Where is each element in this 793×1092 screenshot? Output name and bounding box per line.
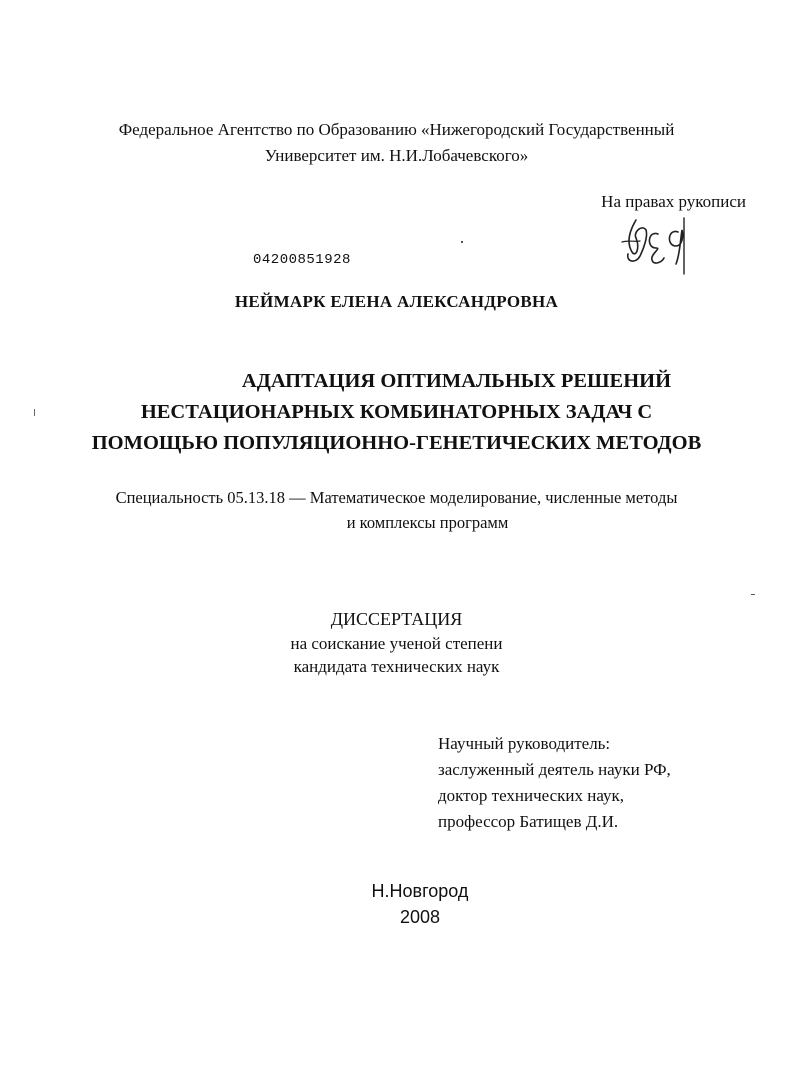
dissertation-block (0, 608, 793, 679)
supervisor-label: Научный руководитель: (438, 734, 611, 753)
scan-speck (34, 409, 35, 416)
year: 2008 (399, 907, 441, 927)
degree-line-1: на соискание ученой степени (290, 633, 503, 653)
organization-header (0, 117, 793, 169)
supervisor-block (438, 731, 671, 835)
title-line-2: НЕСТАЦИОНАРНЫХ КОМБИНАТОРНЫХ ЗАДАЧ С (140, 401, 653, 423)
place-and-year (0, 878, 793, 930)
title-line-1: АДАПТАЦИЯ ОПТИМАЛЬНЫХ РЕШЕНИЙ (241, 370, 672, 392)
specialty-line-2: и комплексы программ (346, 513, 509, 532)
dissertation-title (0, 366, 793, 459)
handwritten-signature (618, 212, 696, 276)
scan-speck (461, 241, 463, 243)
supervisor-name: профессор Батищев Д.И. (438, 812, 619, 831)
manuscript-rights-note: На правах рукописи (601, 192, 746, 211)
title-line-3: ПОМОЩЬЮ ПОПУЛЯЦИОННО-ГЕНЕТИЧЕСКИХ МЕТОДОВ (91, 432, 702, 454)
specialty-line-1: Специальность 05.13.18 — Математическое моделирование, численные методы (115, 488, 678, 507)
organization-line-2: Университет им. Н.И.Лобачевского» (264, 146, 529, 165)
specialty (0, 485, 793, 535)
city: Н.Новгород (371, 881, 469, 901)
supervisor-title-2: доктор технических наук, (438, 786, 625, 805)
organization-line-1: Федеральное Агентство по Образованию «Нижегородский Государственный (118, 120, 675, 139)
author-name: НЕЙМАРК ЕЛЕНА АЛЕКСАНДРОВНА (234, 292, 559, 311)
degree-line-2: кандидата технических наук (293, 657, 500, 676)
dissertation-heading: ДИССЕРТАЦИЯ (330, 609, 463, 629)
scan-speck (751, 594, 755, 595)
registration-number: 04200851928 (253, 252, 351, 268)
supervisor-title-1: заслуженный деятель науки РФ, (438, 760, 671, 779)
